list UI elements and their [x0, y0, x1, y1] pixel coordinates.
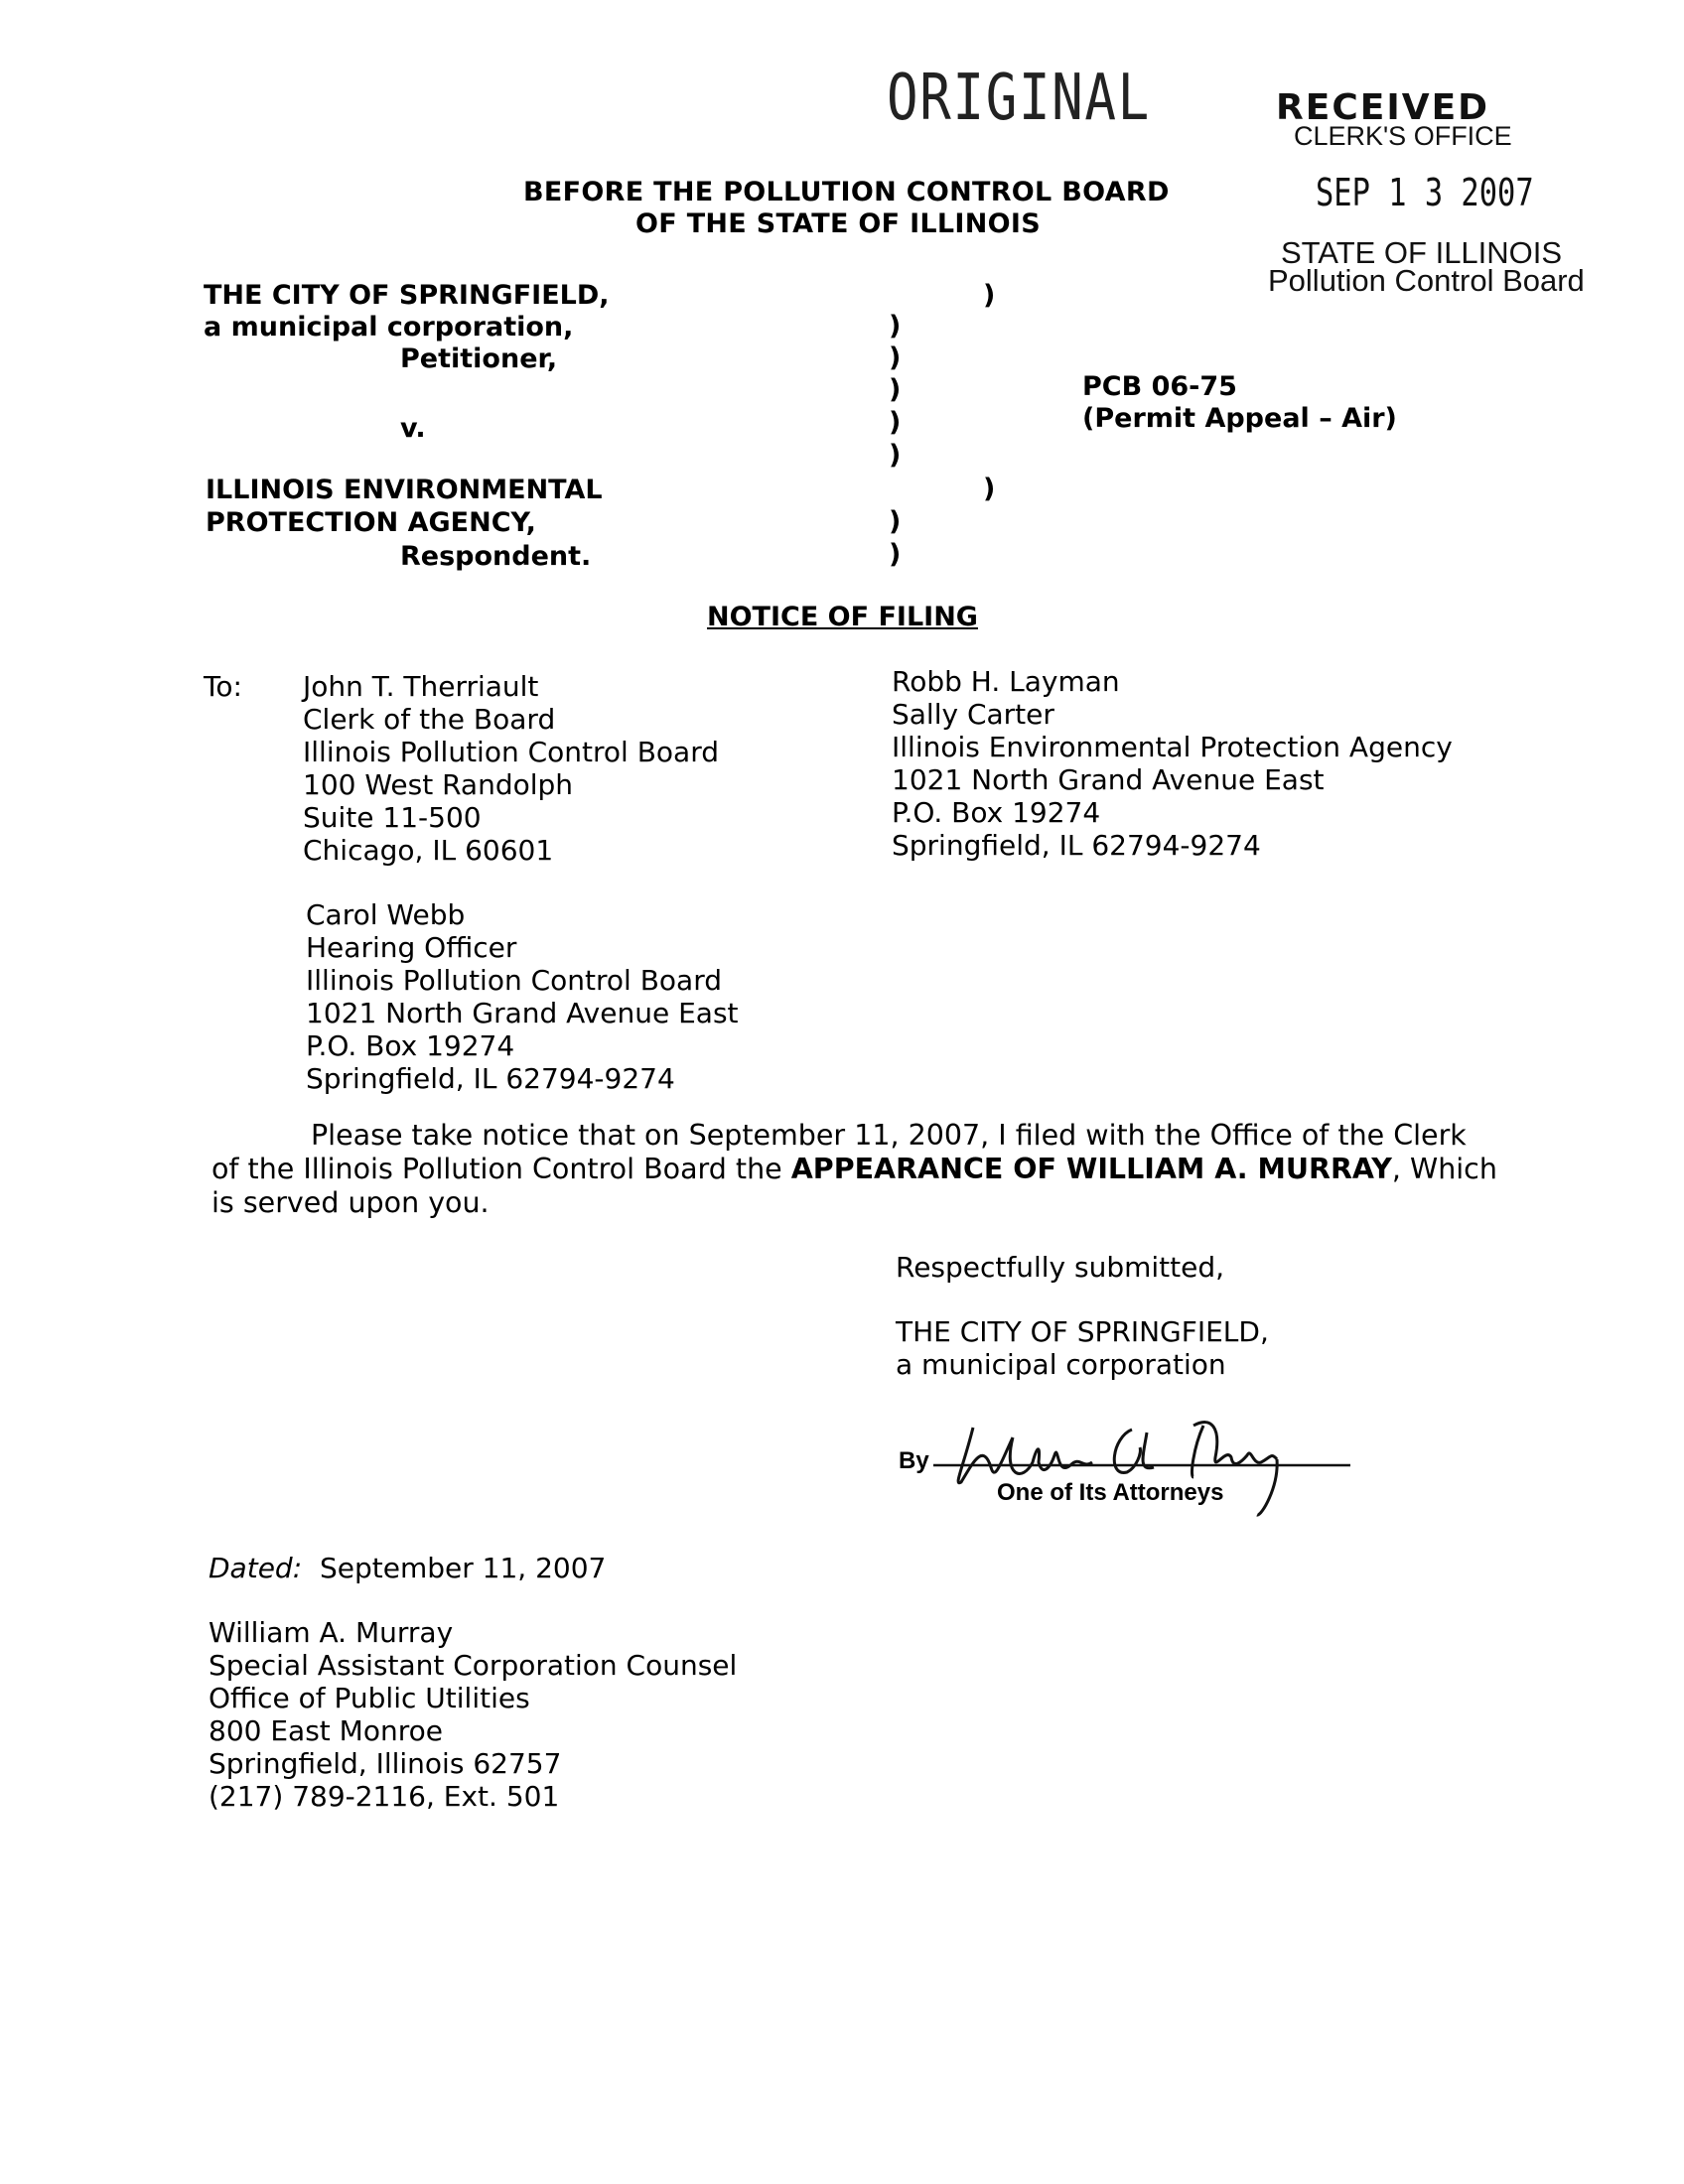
- respondent-role: Respondent.: [400, 541, 592, 572]
- dated-label: Dated:: [209, 1552, 303, 1584]
- petitioner-role: Petitioner,: [400, 343, 558, 374]
- sender-line: William A. Murray: [209, 1616, 454, 1649]
- respondent-name-line2: PROTECTION AGENCY,: [206, 507, 536, 538]
- caption-paren: ): [889, 506, 902, 537]
- respectfully-submitted: Respectfully submitted,: [896, 1251, 1225, 1284]
- court-header-line2: OF THE STATE OF ILLINOIS: [635, 208, 1042, 239]
- received-stamp: RECEIVED: [1276, 87, 1490, 128]
- recipient-line: Suite 11-500: [303, 801, 482, 834]
- sender-line: Springfield, Illinois 62757: [209, 1747, 562, 1780]
- recipient-line: Robb H. Layman: [892, 665, 1120, 698]
- recipient-line: Chicago, IL 60601: [303, 834, 554, 867]
- notice-text-before: Please take notice that on September 11, 2007, I filed with the Office of the Clerk of the Illinois Pollution Control Board the: [211, 1119, 1467, 1185]
- recipient-address-2: [892, 665, 1453, 862]
- signature-by-label: By: [899, 1447, 929, 1474]
- recipient-line: P.O. Box 19274: [306, 1029, 515, 1062]
- one-of-its-attorneys: One of Its Attorneys: [997, 1479, 1224, 1506]
- board-stamp: Pollution Control Board: [1268, 263, 1585, 298]
- sender-line: 800 East Monroe: [209, 1714, 443, 1747]
- signature-label-hidden: [0, 0, 1, 1]
- caption-paren: ): [983, 474, 996, 504]
- notice-paragraph: [211, 1119, 1502, 1220]
- closing-org-line2: a municipal corporation: [896, 1348, 1226, 1381]
- clerks-office-stamp: CLERK'S OFFICE: [1294, 121, 1512, 151]
- caption-paren: ): [889, 539, 902, 570]
- court-header-line1: BEFORE THE POLLUTION CONTROL BOARD: [523, 177, 1170, 207]
- recipient-address-1: [303, 670, 719, 867]
- original-stamp: ORIGINAL: [887, 62, 1151, 135]
- recipient-line: Illinois Pollution Control Board: [306, 964, 723, 997]
- document-title: NOTICE OF FILING: [707, 602, 978, 632]
- recipient-address-3: [306, 898, 739, 1095]
- recipient-line: Illinois Environmental Protection Agency: [892, 731, 1453, 763]
- petitioner-name: THE CITY OF SPRINGFIELD,: [204, 280, 610, 311]
- notice-text-after: , Which is served upon you.: [211, 1153, 1497, 1219]
- recipient-line: Illinois Pollution Control Board: [303, 736, 720, 768]
- recipient-line: P.O. Box 19274: [892, 796, 1101, 829]
- sender-line: (217) 789-2116, Ext. 501: [209, 1780, 560, 1813]
- recipient-line: Clerk of the Board: [303, 703, 556, 736]
- case-number: PCB 06-75: [1082, 371, 1237, 402]
- recipient-line: Carol Webb: [306, 898, 466, 931]
- recipient-line: John T. Therriault: [303, 670, 539, 703]
- received-date-stamp: SEP 1 3 2007: [1316, 171, 1534, 214]
- versus: v.: [400, 413, 426, 444]
- petitioner-description: a municipal corporation,: [204, 312, 574, 342]
- recipient-line: Sally Carter: [892, 698, 1054, 731]
- caption-paren: ): [983, 280, 996, 311]
- dated-value: September 11, 2007: [320, 1552, 607, 1584]
- caption-paren: ): [889, 374, 902, 405]
- recipient-line: Springfield, IL 62794-9274: [892, 829, 1261, 862]
- state-stamp: STATE OF ILLINOIS: [1281, 235, 1563, 270]
- recipient-line: Springfield, IL 62794-9274: [306, 1062, 675, 1095]
- respondent-name-line1: ILLINOIS ENVIRONMENTAL: [206, 475, 603, 505]
- case-type: (Permit Appeal – Air): [1082, 403, 1397, 434]
- closing-org-line1: THE CITY OF SPRINGFIELD,: [896, 1315, 1269, 1348]
- to-label: To:: [204, 670, 242, 703]
- sender-address: [209, 1616, 737, 1813]
- caption-paren: ): [889, 342, 902, 373]
- caption-paren: ): [889, 407, 902, 438]
- sender-line: Special Assistant Corporation Counsel: [209, 1649, 738, 1682]
- notice-document-name: APPEARANCE OF WILLIAM A. MURRAY: [790, 1153, 1392, 1185]
- caption-paren: ): [889, 311, 902, 341]
- caption-paren: ): [889, 440, 902, 471]
- recipient-line: Hearing Officer: [306, 931, 517, 964]
- recipient-line: 1021 North Grand Avenue East: [892, 763, 1325, 796]
- recipient-line: 1021 North Grand Avenue East: [306, 997, 739, 1029]
- sender-line: Office of Public Utilities: [209, 1682, 530, 1714]
- recipient-line: 100 West Randolph: [303, 768, 574, 801]
